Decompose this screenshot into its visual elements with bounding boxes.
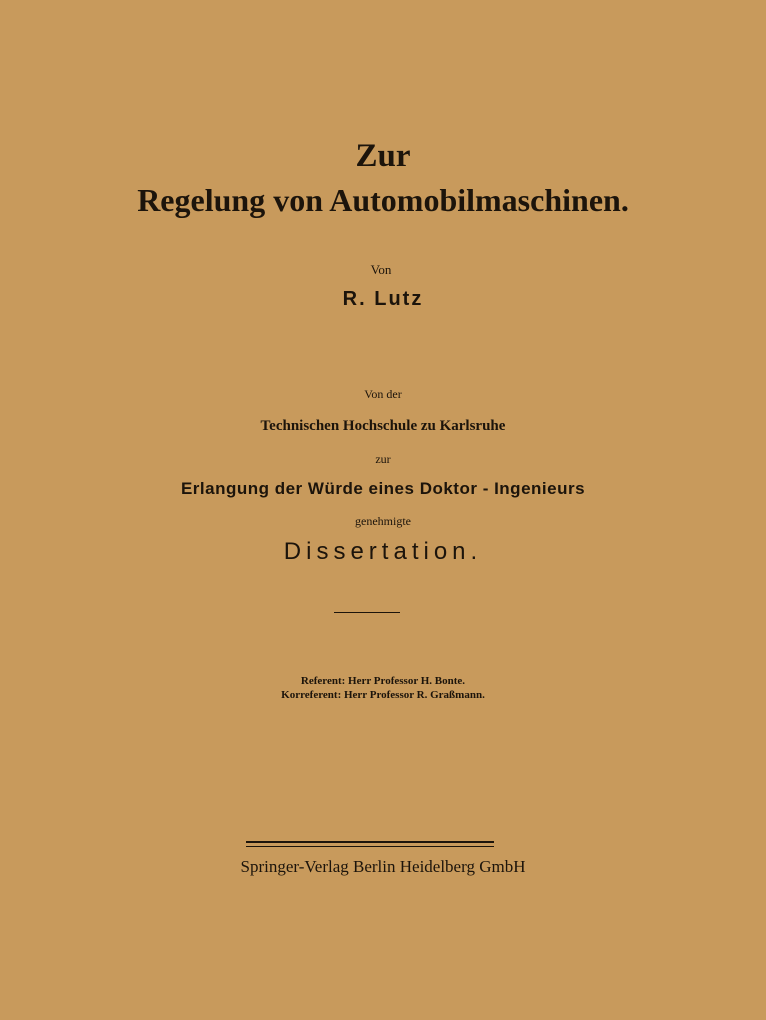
title-line-1: Zur — [355, 138, 411, 174]
approved-text: genehmigte — [355, 514, 411, 528]
publisher-name: Springer-Verlag Berlin Heidelberg GmbH — [240, 857, 526, 876]
degree-text: Erlangung der Würde eines Doktor - Ingenieurs — [180, 479, 586, 498]
title-line-2: Regelung von Automobilmaschinen. — [137, 182, 629, 218]
referees-block — [0, 674, 766, 702]
zur-text: zur — [375, 452, 391, 466]
author-name: R. Lutz — [342, 288, 424, 310]
institution-name: Technischen Hochschule zu Karlsruhe — [260, 418, 506, 434]
publisher-rule-bottom — [246, 846, 494, 847]
dissertation-heading: Dissertation. — [283, 538, 483, 565]
publisher-rule-top — [246, 841, 494, 843]
korreferent-line: Korreferent: Herr Professor R. Graßmann. — [281, 689, 485, 701]
section-divider — [334, 612, 400, 613]
byline-von: Von — [370, 262, 392, 277]
von-der-text: Von der — [364, 387, 402, 401]
referent-line: Referent: Herr Professor H. Bonte. — [300, 675, 466, 687]
